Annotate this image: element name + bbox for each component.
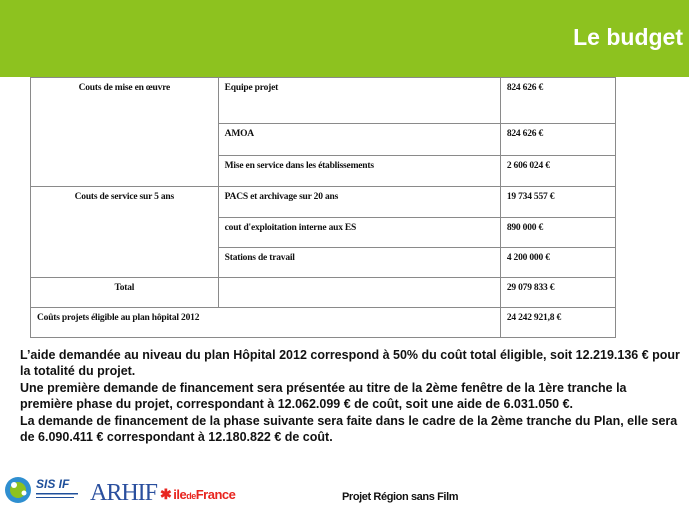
amount-cell: 824 626 €	[500, 78, 615, 124]
paragraph: L’aide demandée au niveau du plan Hôpital 2012 correspond à 50% du coût total éligible, soit 12.219.136 € pour la totalité du projet.	[20, 348, 680, 379]
iledefrance-logo-prefix: ile	[173, 487, 187, 502]
eligible-amount-cell: 24 242 921,8 €	[500, 308, 615, 338]
amount-cell: 4 200 000 €	[500, 248, 615, 278]
category-cell: Couts de mise en œuvre	[31, 78, 219, 187]
slide-title: Le budget	[573, 24, 683, 50]
iledefrance-logo-suffix: France	[195, 487, 236, 502]
item-cell: AMOA	[218, 124, 500, 156]
eligible-label-cell: Coûts projets éligible au plan hôpital 2012	[31, 308, 501, 338]
budget-table	[30, 77, 616, 338]
amount-cell: 824 626 €	[500, 124, 615, 156]
item-cell: Stations de travail	[218, 248, 500, 278]
table-row	[31, 278, 616, 308]
item-cell: Equipe projet	[218, 78, 500, 124]
star-icon: ✱	[160, 486, 172, 502]
item-cell: PACS et archivage sur 20 ans	[218, 187, 500, 218]
sisif-logo	[4, 468, 84, 512]
arhif-logo: ARHIF	[90, 480, 158, 506]
item-cell	[218, 278, 500, 308]
body-text	[20, 347, 680, 445]
table-row	[31, 187, 616, 218]
table-row	[31, 78, 616, 124]
paragraph: Une première demande de financement sera présentée au titre de la 2ème fenêtre de la 1ère tranche la première phase du projet, correspondant à 12.062.099 € de coût, soit une aide de 6.031.050 €.	[20, 380, 627, 412]
total-amount-cell: 29 079 833 €	[500, 278, 615, 308]
total-label-cell: Total	[31, 278, 219, 308]
category-cell: Couts de service sur 5 ans	[31, 187, 219, 278]
amount-cell: 890 000 €	[500, 218, 615, 248]
item-cell: cout d'exploitation interne aux ES	[218, 218, 500, 248]
iledefrance-logo	[160, 486, 235, 506]
paragraph: La demande de financement de la phase suivante sera faite dans le cadre de la 2ème tranche du Plan, elle sera de 6.090.411 € correspondant à 12.180.822 € de coût.	[20, 413, 678, 445]
amount-cell: 2 606 024 €	[500, 156, 615, 187]
sisif-logo-text: SIS IF	[36, 477, 70, 491]
item-cell: Mise en service dans les établissements	[218, 156, 500, 187]
footer-project-name: Projet Région sans Film	[342, 491, 459, 503]
amount-cell: 19 734 557 €	[500, 187, 615, 218]
iledefrance-logo-de: de	[186, 491, 196, 501]
table-row	[31, 308, 616, 338]
